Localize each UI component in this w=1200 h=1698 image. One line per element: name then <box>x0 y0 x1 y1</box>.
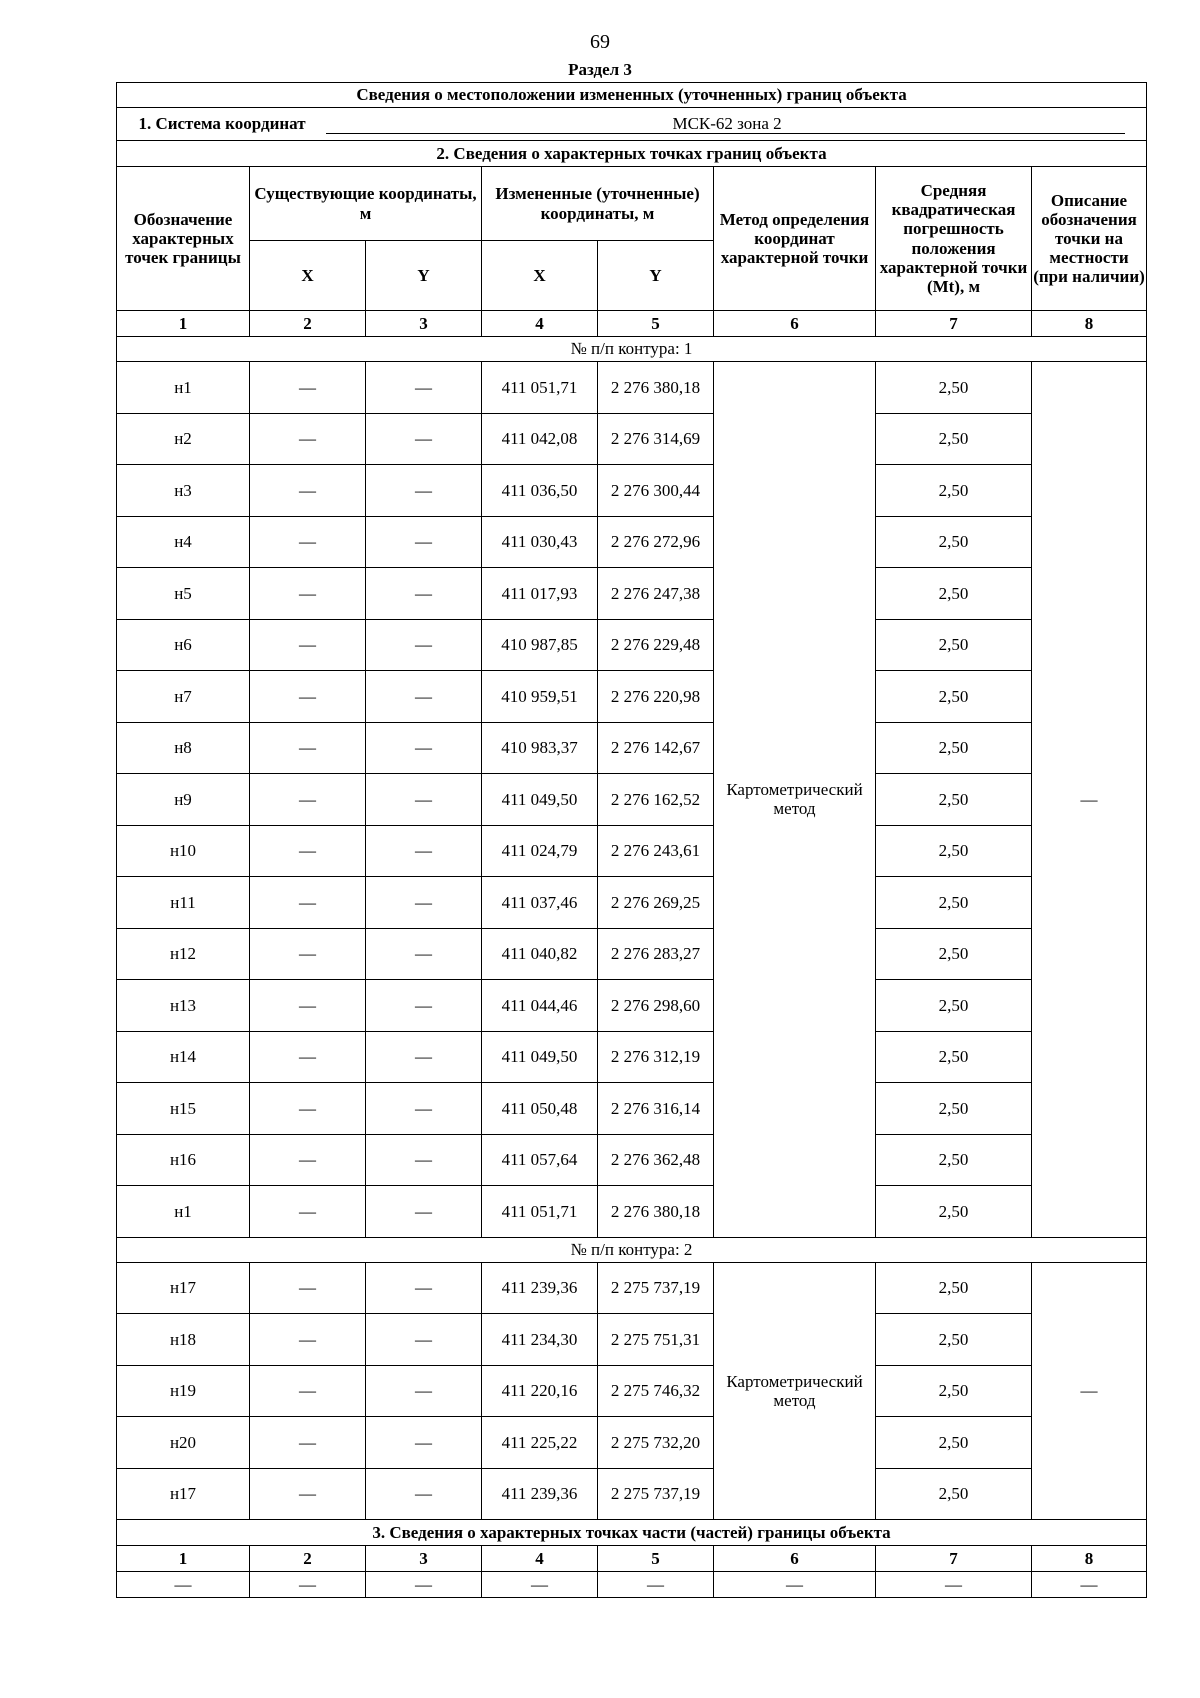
existing-x: — <box>250 1314 366 1366</box>
existing-y: — <box>366 1417 482 1469</box>
table-row <box>117 516 1147 568</box>
column-number: 1 <box>117 1546 250 1572</box>
table-row <box>117 1314 1147 1366</box>
point-name: н2 <box>117 413 250 465</box>
error-value: 2,50 <box>876 825 1032 877</box>
description-cell: — <box>1032 1262 1147 1520</box>
error-value: 2,50 <box>876 774 1032 826</box>
existing-x: — <box>250 1468 366 1520</box>
table-row <box>117 1134 1147 1186</box>
existing-y: — <box>366 877 482 929</box>
existing-x: — <box>250 928 366 980</box>
changed-y: 2 276 247,38 <box>598 568 714 620</box>
header-existing-x: X <box>250 241 366 311</box>
table-row <box>117 465 1147 517</box>
point-name: н1 <box>117 362 250 414</box>
existing-y: — <box>366 1468 482 1520</box>
error-value: 2,50 <box>876 928 1032 980</box>
table-row <box>117 1262 1147 1314</box>
point-name: н9 <box>117 774 250 826</box>
error-value: 2,50 <box>876 1083 1032 1135</box>
point-name: н3 <box>117 465 250 517</box>
column-number: 4 <box>482 1546 598 1572</box>
changed-y: 2 276 362,48 <box>598 1134 714 1186</box>
error-value: 2,50 <box>876 1417 1032 1469</box>
existing-x: — <box>250 877 366 929</box>
section-title: Раздел 3 <box>568 60 632 79</box>
column-number: 7 <box>876 311 1032 337</box>
changed-y: 2 276 300,44 <box>598 465 714 517</box>
existing-x: — <box>250 980 366 1032</box>
column-number: 5 <box>598 1546 714 1572</box>
point-name: н15 <box>117 1083 250 1135</box>
changed-y: 2 276 269,25 <box>598 877 714 929</box>
table-row <box>117 1468 1147 1520</box>
existing-y: — <box>366 1031 482 1083</box>
changed-x: 410 983,37 <box>482 722 598 774</box>
point-name: н4 <box>117 516 250 568</box>
error-value: 2,50 <box>876 722 1032 774</box>
table-row <box>117 774 1147 826</box>
column-number: 2 <box>250 311 366 337</box>
table-row <box>117 568 1147 620</box>
parts-cell: — <box>598 1572 714 1598</box>
point-name: н19 <box>117 1365 250 1417</box>
header-existing-y: Y <box>366 241 482 311</box>
error-value: 2,50 <box>876 362 1032 414</box>
error-value: 2,50 <box>876 1468 1032 1520</box>
point-name: н13 <box>117 980 250 1032</box>
existing-y: — <box>366 1083 482 1135</box>
column-number: 3 <box>366 1546 482 1572</box>
point-name: н17 <box>117 1262 250 1314</box>
changed-x: 411 225,22 <box>482 1417 598 1469</box>
error-value: 2,50 <box>876 1262 1032 1314</box>
point-name: н14 <box>117 1031 250 1083</box>
existing-y: — <box>366 619 482 671</box>
existing-y: — <box>366 516 482 568</box>
parts-cell: — <box>714 1572 876 1598</box>
table-row <box>117 722 1147 774</box>
existing-x: — <box>250 568 366 620</box>
table-row <box>117 825 1147 877</box>
changed-x: 411 040,82 <box>482 928 598 980</box>
table-row <box>117 1417 1147 1469</box>
changed-y: 2 275 751,31 <box>598 1314 714 1366</box>
parts-cell: — <box>250 1572 366 1598</box>
column-number: 8 <box>1032 1546 1147 1572</box>
parts-cell: — <box>482 1572 598 1598</box>
table-row <box>117 980 1147 1032</box>
table-title: Сведения о местоположении измененных (уточненных) границ объекта <box>117 83 1147 108</box>
changed-x: 411 042,08 <box>482 413 598 465</box>
changed-x: 410 987,85 <box>482 619 598 671</box>
table-row <box>117 1365 1147 1417</box>
column-number: 8 <box>1032 311 1147 337</box>
existing-y: — <box>366 1262 482 1314</box>
point-name: н11 <box>117 877 250 929</box>
existing-x: — <box>250 1083 366 1135</box>
existing-x: — <box>250 1186 366 1238</box>
coord-system-row <box>117 108 1147 141</box>
changed-x: 411 220,16 <box>482 1365 598 1417</box>
existing-x: — <box>250 1031 366 1083</box>
parts-section-title: 3. Сведения о характерных точках части (частей) границы объекта <box>117 1520 1147 1546</box>
point-name: н10 <box>117 825 250 877</box>
table-row <box>117 1186 1147 1238</box>
point-name: н1 <box>117 1186 250 1238</box>
header-changed-coords: Измененные (уточненные) координаты, м <box>482 167 714 241</box>
parts-cell: — <box>1032 1572 1147 1598</box>
existing-x: — <box>250 1262 366 1314</box>
page-number: 69 <box>590 31 610 53</box>
existing-x: — <box>250 465 366 517</box>
table-row <box>117 877 1147 929</box>
existing-y: — <box>366 825 482 877</box>
point-name: н6 <box>117 619 250 671</box>
changed-y: 2 276 380,18 <box>598 362 714 414</box>
parts-cell: — <box>876 1572 1032 1598</box>
existing-y: — <box>366 465 482 517</box>
existing-x: — <box>250 774 366 826</box>
point-name: н8 <box>117 722 250 774</box>
changed-y: 2 275 737,19 <box>598 1468 714 1520</box>
changed-x: 411 049,50 <box>482 1031 598 1083</box>
changed-y: 2 276 312,19 <box>598 1031 714 1083</box>
changed-y: 2 276 272,96 <box>598 516 714 568</box>
changed-x: 410 959,51 <box>482 671 598 723</box>
existing-y: — <box>366 980 482 1032</box>
existing-x: — <box>250 1365 366 1417</box>
changed-y: 2 276 380,18 <box>598 1186 714 1238</box>
existing-y: — <box>366 1186 482 1238</box>
point-name: н18 <box>117 1314 250 1366</box>
parts-cell: — <box>117 1572 250 1598</box>
changed-y: 2 275 737,19 <box>598 1262 714 1314</box>
existing-y: — <box>366 568 482 620</box>
existing-y: — <box>366 774 482 826</box>
existing-y: — <box>366 1314 482 1366</box>
changed-x: 411 044,46 <box>482 980 598 1032</box>
changed-y: 2 276 220,98 <box>598 671 714 723</box>
table-row <box>117 928 1147 980</box>
changed-y: 2 276 314,69 <box>598 413 714 465</box>
changed-y: 2 276 243,61 <box>598 825 714 877</box>
table-row <box>117 619 1147 671</box>
table-row <box>117 1031 1147 1083</box>
existing-y: — <box>366 413 482 465</box>
description-cell: — <box>1032 362 1147 1238</box>
changed-y: 2 276 142,67 <box>598 722 714 774</box>
point-name: н20 <box>117 1417 250 1469</box>
error-value: 2,50 <box>876 413 1032 465</box>
table-row <box>117 671 1147 723</box>
changed-y: 2 275 746,32 <box>598 1365 714 1417</box>
header-description: Описание обозначения точки на местности (при наличии) <box>1032 167 1147 311</box>
existing-x: — <box>250 671 366 723</box>
existing-y: — <box>366 928 482 980</box>
changed-x: 411 051,71 <box>482 362 598 414</box>
contour-label: № п/п контура: 2 <box>117 1237 1147 1262</box>
point-name: н12 <box>117 928 250 980</box>
method-cell: Картометрический метод <box>714 362 876 1238</box>
header-changed-x: X <box>482 241 598 311</box>
existing-x: — <box>250 413 366 465</box>
changed-x: 411 239,36 <box>482 1262 598 1314</box>
existing-y: — <box>366 722 482 774</box>
error-value: 2,50 <box>876 1186 1032 1238</box>
table-row <box>117 413 1147 465</box>
column-number: 7 <box>876 1546 1032 1572</box>
error-value: 2,50 <box>876 980 1032 1032</box>
point-name: н16 <box>117 1134 250 1186</box>
point-name: н7 <box>117 671 250 723</box>
changed-y: 2 276 316,14 <box>598 1083 714 1135</box>
existing-y: — <box>366 671 482 723</box>
changed-y: 2 276 162,52 <box>598 774 714 826</box>
contour-label: № п/п контура: 1 <box>117 337 1147 362</box>
points-section-title: 2. Сведения о характерных точках границ объекта <box>117 141 1147 167</box>
column-number: 6 <box>714 311 876 337</box>
error-value: 2,50 <box>876 1031 1032 1083</box>
error-value: 2,50 <box>876 671 1032 723</box>
existing-x: — <box>250 825 366 877</box>
existing-y: — <box>366 1365 482 1417</box>
column-number: 4 <box>482 311 598 337</box>
changed-x: 411 036,50 <box>482 465 598 517</box>
existing-y: — <box>366 1134 482 1186</box>
changed-y: 2 275 732,20 <box>598 1417 714 1469</box>
error-value: 2,50 <box>876 568 1032 620</box>
changed-x: 411 234,30 <box>482 1314 598 1366</box>
error-value: 2,50 <box>876 619 1032 671</box>
parts-cell: — <box>366 1572 482 1598</box>
header-changed-y: Y <box>598 241 714 311</box>
error-value: 2,50 <box>876 877 1032 929</box>
changed-y: 2 276 283,27 <box>598 928 714 980</box>
changed-x: 411 037,46 <box>482 877 598 929</box>
error-value: 2,50 <box>876 465 1032 517</box>
changed-x: 411 057,64 <box>482 1134 598 1186</box>
error-value: 2,50 <box>876 1134 1032 1186</box>
error-value: 2,50 <box>876 1314 1032 1366</box>
header-point-name: Обозначение характерных точек границы <box>117 167 250 311</box>
existing-x: — <box>250 1417 366 1469</box>
table-row <box>117 1083 1147 1135</box>
changed-x: 411 051,71 <box>482 1186 598 1238</box>
column-number: 2 <box>250 1546 366 1572</box>
changed-y: 2 276 298,60 <box>598 980 714 1032</box>
coord-system-label: 1. Система координат <box>138 113 306 133</box>
error-value: 2,50 <box>876 516 1032 568</box>
changed-x: 411 024,79 <box>482 825 598 877</box>
column-number: 5 <box>598 311 714 337</box>
existing-x: — <box>250 1134 366 1186</box>
changed-y: 2 276 229,48 <box>598 619 714 671</box>
existing-x: — <box>250 619 366 671</box>
point-name: н5 <box>117 568 250 620</box>
changed-x: 411 030,43 <box>482 516 598 568</box>
column-number: 1 <box>117 311 250 337</box>
table-row <box>117 362 1147 414</box>
column-number: 6 <box>714 1546 876 1572</box>
changed-x: 411 050,48 <box>482 1083 598 1135</box>
point-name: н17 <box>117 1468 250 1520</box>
column-number: 3 <box>366 311 482 337</box>
coord-system-value: МСК-62 зона 2 <box>326 114 1125 134</box>
changed-x: 411 017,93 <box>482 568 598 620</box>
header-error: Средняя квадратическая погрешность положения характерной точки (Mt), м <box>876 167 1032 311</box>
coordinates-table <box>116 82 1147 1598</box>
existing-x: — <box>250 516 366 568</box>
error-value: 2,50 <box>876 1365 1032 1417</box>
existing-x: — <box>250 362 366 414</box>
existing-y: — <box>366 362 482 414</box>
changed-x: 411 049,50 <box>482 774 598 826</box>
header-existing-coords: Существующие координаты, м <box>250 167 482 241</box>
changed-x: 411 239,36 <box>482 1468 598 1520</box>
method-cell: Картометрический метод <box>714 1262 876 1520</box>
header-method: Метод определения координат характерной точки <box>714 167 876 311</box>
existing-x: — <box>250 722 366 774</box>
